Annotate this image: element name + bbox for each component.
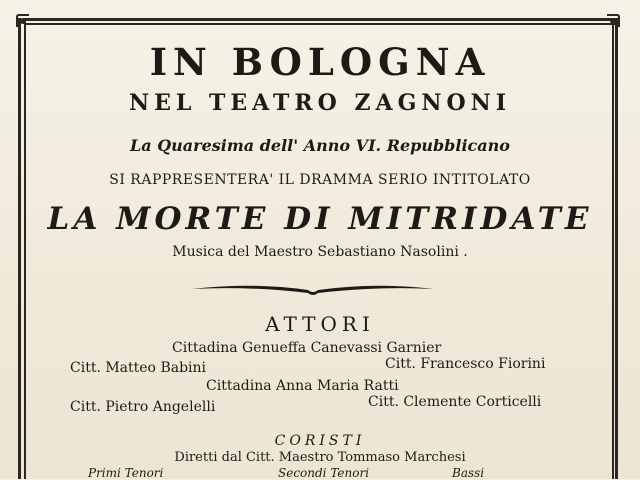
ornamental-border-top — [26, 18, 618, 25]
venue-city-heading: IN BOLOGNA — [149, 40, 491, 84]
corner-ornament-icon — [14, 12, 32, 30]
performer-name: Citt. Clemente Corticelli — [368, 394, 542, 410]
performer-name: Citt. Pietro Angelelli — [70, 399, 216, 415]
voice-section-label: Bassi — [452, 466, 485, 480]
voice-section-label: Secondi Tenori — [278, 466, 370, 480]
chorus-direction: Diretti dal Citt. Maestro Tommaso Marchesi — [174, 450, 466, 465]
performer-name: Cittadina Anna Maria Ratti — [206, 378, 399, 394]
cast-heading: ATTORI — [265, 312, 375, 336]
opera-title: LA MORTE DI MITRIDATE — [47, 201, 593, 237]
performer-name: Cittadina Genueffa Canevassi Garnier — [172, 340, 442, 356]
divider-flourish-icon — [190, 280, 436, 300]
chorus-heading: CORISTI — [274, 433, 366, 449]
performer-name: Citt. Matteo Babini — [70, 360, 207, 376]
season-line: La Quaresima dell' Anno VI. Repubblicano — [130, 136, 510, 155]
corner-ornament-icon — [604, 12, 622, 30]
venue-theatre-heading: NEL TEATRO ZAGNONI — [128, 90, 512, 116]
voice-section-label: Primi Tenori — [88, 466, 164, 480]
composer-credit: Musica del Maestro Sebastiano Nasolini . — [172, 244, 468, 260]
announcement-line: SI RAPPRESENTERA' IL DRAMMA SERIO INTITOLATO — [109, 172, 531, 188]
performer-name: Citt. Francesco Fiorini — [385, 356, 546, 372]
